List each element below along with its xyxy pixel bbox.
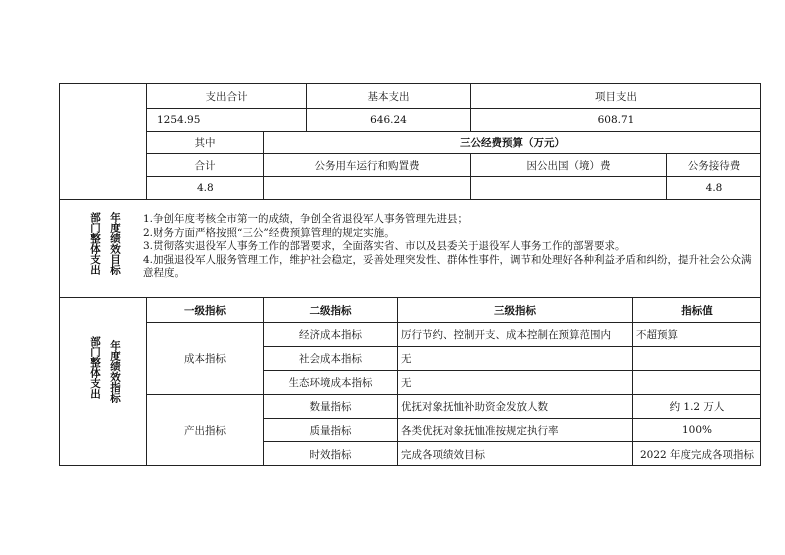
goal-item: 4.加强退役军人服务管理工作，维护社会稳定，妥善处理突发性、群体性事件，调节和处理好各种利益矛盾和纠纷，提升社会公众满意程度。: [143, 253, 752, 280]
sangong-header-abroad: 因公出国（境）费: [526, 159, 611, 172]
sangong-header-reception: 公务接待费: [687, 159, 741, 172]
goals-side-label-a: 部门整体支出: [89, 212, 101, 275]
sangong-value-reception: 4.8: [705, 182, 723, 194]
level2-cell: 质量指标: [309, 424, 352, 437]
goal-item: 2.财务方面严格按照“三公”经费预算管理的规定实施。: [143, 226, 395, 239]
level1-output: 产出指标: [184, 425, 226, 437]
indicator-header-level3: 三级指标: [494, 304, 536, 317]
goals-text: [143, 213, 758, 281]
indicator-header-level1: 一级指标: [184, 304, 226, 317]
sangong-header-total: 合计: [194, 159, 216, 172]
indicators-side-label-b: 年度绩效指标: [109, 340, 121, 403]
level3-cell: 无: [401, 353, 412, 365]
level1-cost: 成本指标: [184, 353, 226, 365]
value-cell: 2022 年度完成各项指标: [639, 448, 755, 461]
level3-cell: 优抚对象抚恤补助资金发放人数: [401, 401, 548, 413]
value-total-expense: 1254.95: [157, 114, 201, 126]
level2-cell: 数量指标: [309, 401, 352, 413]
header-basic-expense: 基本支出: [367, 90, 410, 103]
sangong-header-vehicle: 公务用车运行和购置费: [314, 159, 420, 172]
value-cell: [633, 347, 761, 370]
header-project-expense: 项目支出: [595, 90, 637, 103]
value-project-expense: 608.71: [597, 114, 635, 126]
level2-cell: 经济成本指标: [299, 329, 362, 341]
value-basic-expense: 646.24: [370, 114, 407, 126]
level3-cell: 完成各项绩效目标: [401, 448, 485, 461]
level3-cell: 厉行节约、控制开支、成本控制在预算范围内: [401, 329, 611, 341]
sangong-value-total: 4.8: [197, 182, 214, 194]
value-cell: 约 1.2 万人: [669, 401, 725, 413]
indicator-header-value: 指标值: [681, 304, 713, 317]
goals-side-label-b: 年度绩效目标: [109, 212, 121, 275]
level2-cell: 社会成本指标: [299, 353, 362, 365]
goal-item: 1.争创年度考核全市第一的成绩，争创全省退役军人事务管理先进县；: [143, 213, 469, 225]
label-qizhong: 其中: [194, 137, 216, 149]
level2-cell: 时效指标: [309, 448, 352, 461]
indicator-header-level2: 二级指标: [309, 304, 352, 317]
level2-cell: 生态环境成本指标: [288, 377, 373, 389]
level3-cell: 无: [401, 377, 412, 389]
value-cell: 不超预算: [636, 329, 678, 341]
value-cell: 100%: [681, 424, 713, 436]
sangong-value-abroad: [471, 177, 666, 199]
level3-cell: 各类优抚对象抚恤准按规定执行率: [401, 424, 559, 437]
sangong-title: 三公经费预算（万元）: [460, 137, 565, 149]
indicators-side-label-a: 部门整体支出: [89, 336, 101, 399]
goal-item: 3.贯彻落实退役军人事务工作的部署要求，全面落实省、市以及县委关于退役军人事务工作的部署要求。: [143, 240, 626, 253]
sangong-value-vehicle: [264, 177, 470, 199]
header-total-expense: 支出合计: [205, 90, 248, 103]
rule: [59, 199, 761, 200]
value-cell: [633, 371, 761, 394]
